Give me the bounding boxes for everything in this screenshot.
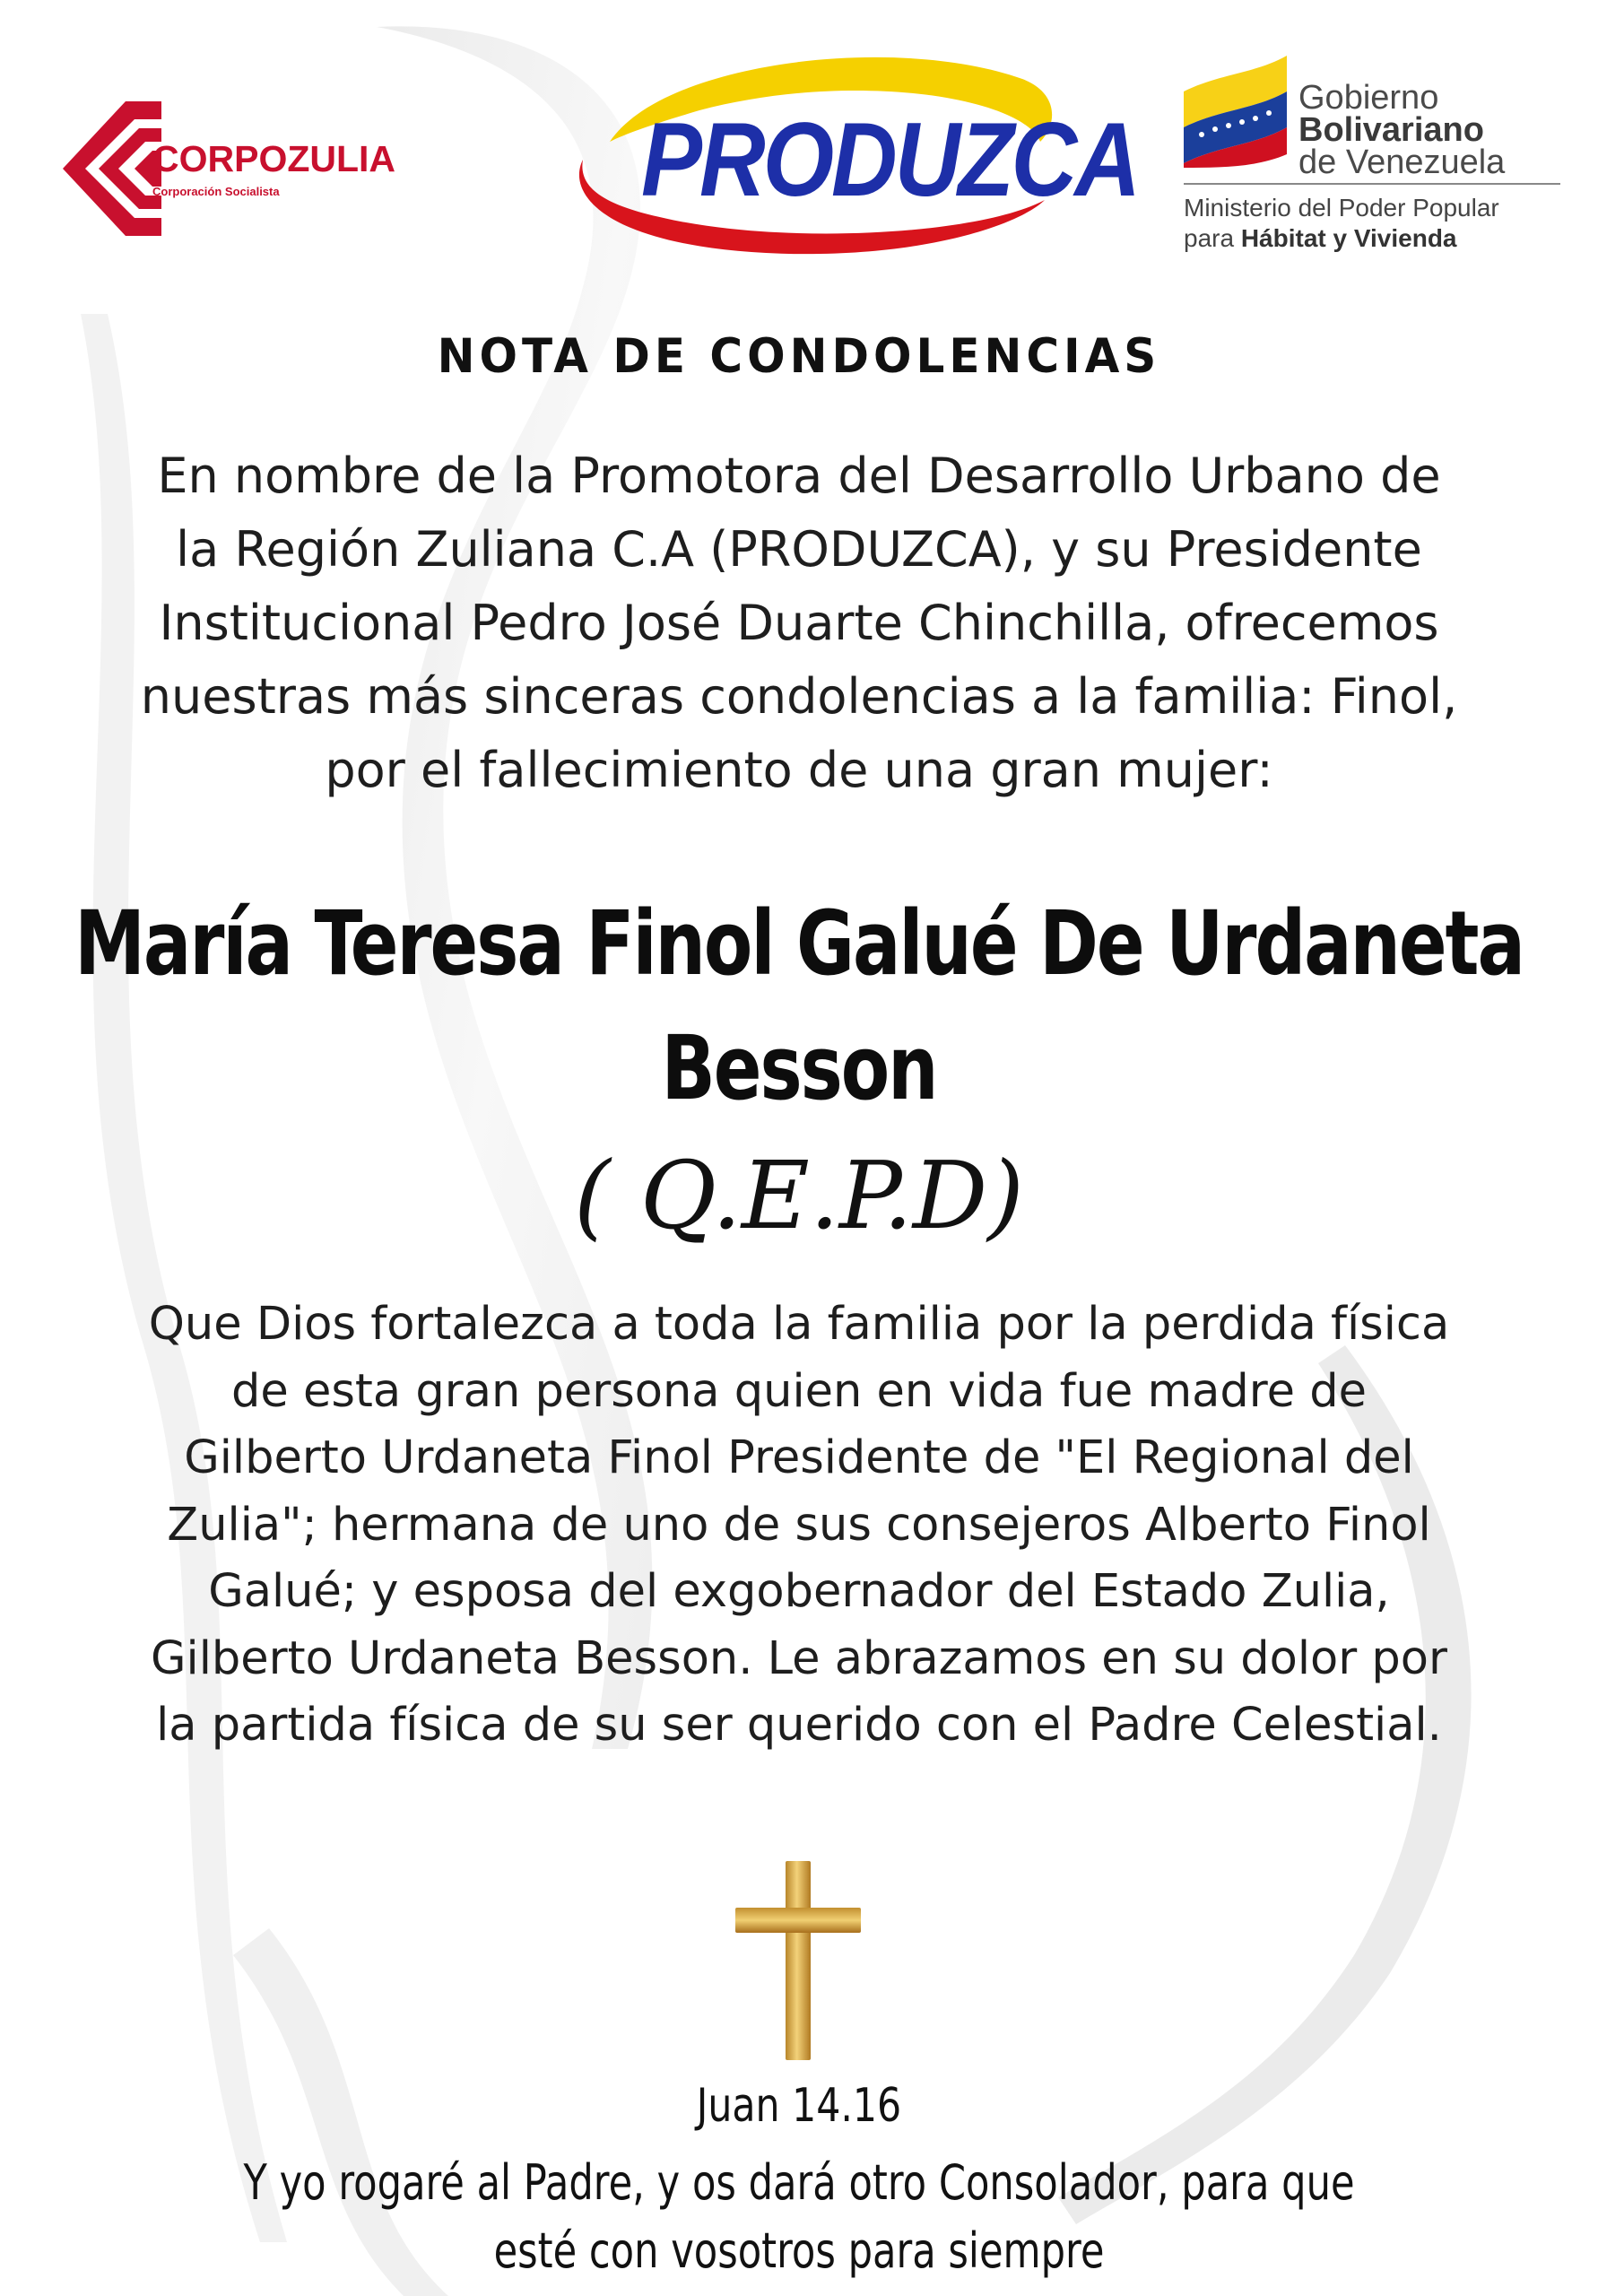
gobierno-line-2: Bolivariano: [1298, 111, 1484, 149]
gold-cross-icon: [735, 1861, 861, 2060]
corpozulia-chevron-icon: [63, 97, 161, 245]
venezuela-flag-icon: [1184, 56, 1291, 168]
corpozulia-logo: [63, 97, 395, 245]
ministry-line-1: Ministerio del Poder Popular: [1184, 194, 1499, 222]
corpozulia-logo-text: CORPOZULIA: [152, 138, 396, 179]
corpozulia-logo-subtitle: Corporación Socialista: [152, 185, 280, 198]
ministry-line-2: [1184, 226, 1457, 251]
qepd-text: ( Q.E.P.D): [574, 1141, 1024, 1250]
intro-paragraph: En nombre de la Promotora del Desarrollo Urbano de la Región Zuliana C.A (PRODUZCA), y su Presidente Institucional Pedro José Duarte Chinchilla, ofrecemos nuestras más sinceras condolencias a la familia: Finol, por el fallecimiento de una gran mujer:: [140, 448, 1458, 798]
ministry-line-2-bold: Hábitat y Vivienda: [1240, 224, 1457, 252]
produzca-logo: [556, 43, 1138, 267]
gobierno-line-3: de Venezuela: [1298, 144, 1506, 181]
verse-text: Y yo rogaré al Padre, y os dará otro Consolador, para que esté con vosotros para siempre: [243, 2154, 1355, 2279]
body-paragraph: Que Dios fortalezca a toda la familia por la perdida física de esta gran persona quien en vida fue madre de Gilberto Urdaneta Finol Presidente de "El Regional del Zulia"; hermana de uno de sus consejeros Alberto Finol Galué; y esposa del exgobernador del Estado Zulia, Gilberto Urdaneta Besson. Le abrazamos en su dolor por la partida física de su ser querido con el Padre Celestial.: [148, 1298, 1450, 1752]
ministry-line-2-prefix: para: [1184, 224, 1241, 252]
deceased-name: María Teresa Finol Galué De Urdaneta Besson: [74, 891, 1524, 1120]
produzca-logo-text: PRODUZCA: [641, 100, 1138, 219]
gobierno-bolivariano-logo: [1184, 56, 1560, 262]
document-heading: NOTA DE CONDOLENCIAS: [437, 328, 1161, 384]
gobierno-divider: [1184, 183, 1560, 185]
gobierno-line-1: Gobierno: [1298, 79, 1439, 117]
verse-reference: Juan 14.16: [696, 2079, 902, 2133]
